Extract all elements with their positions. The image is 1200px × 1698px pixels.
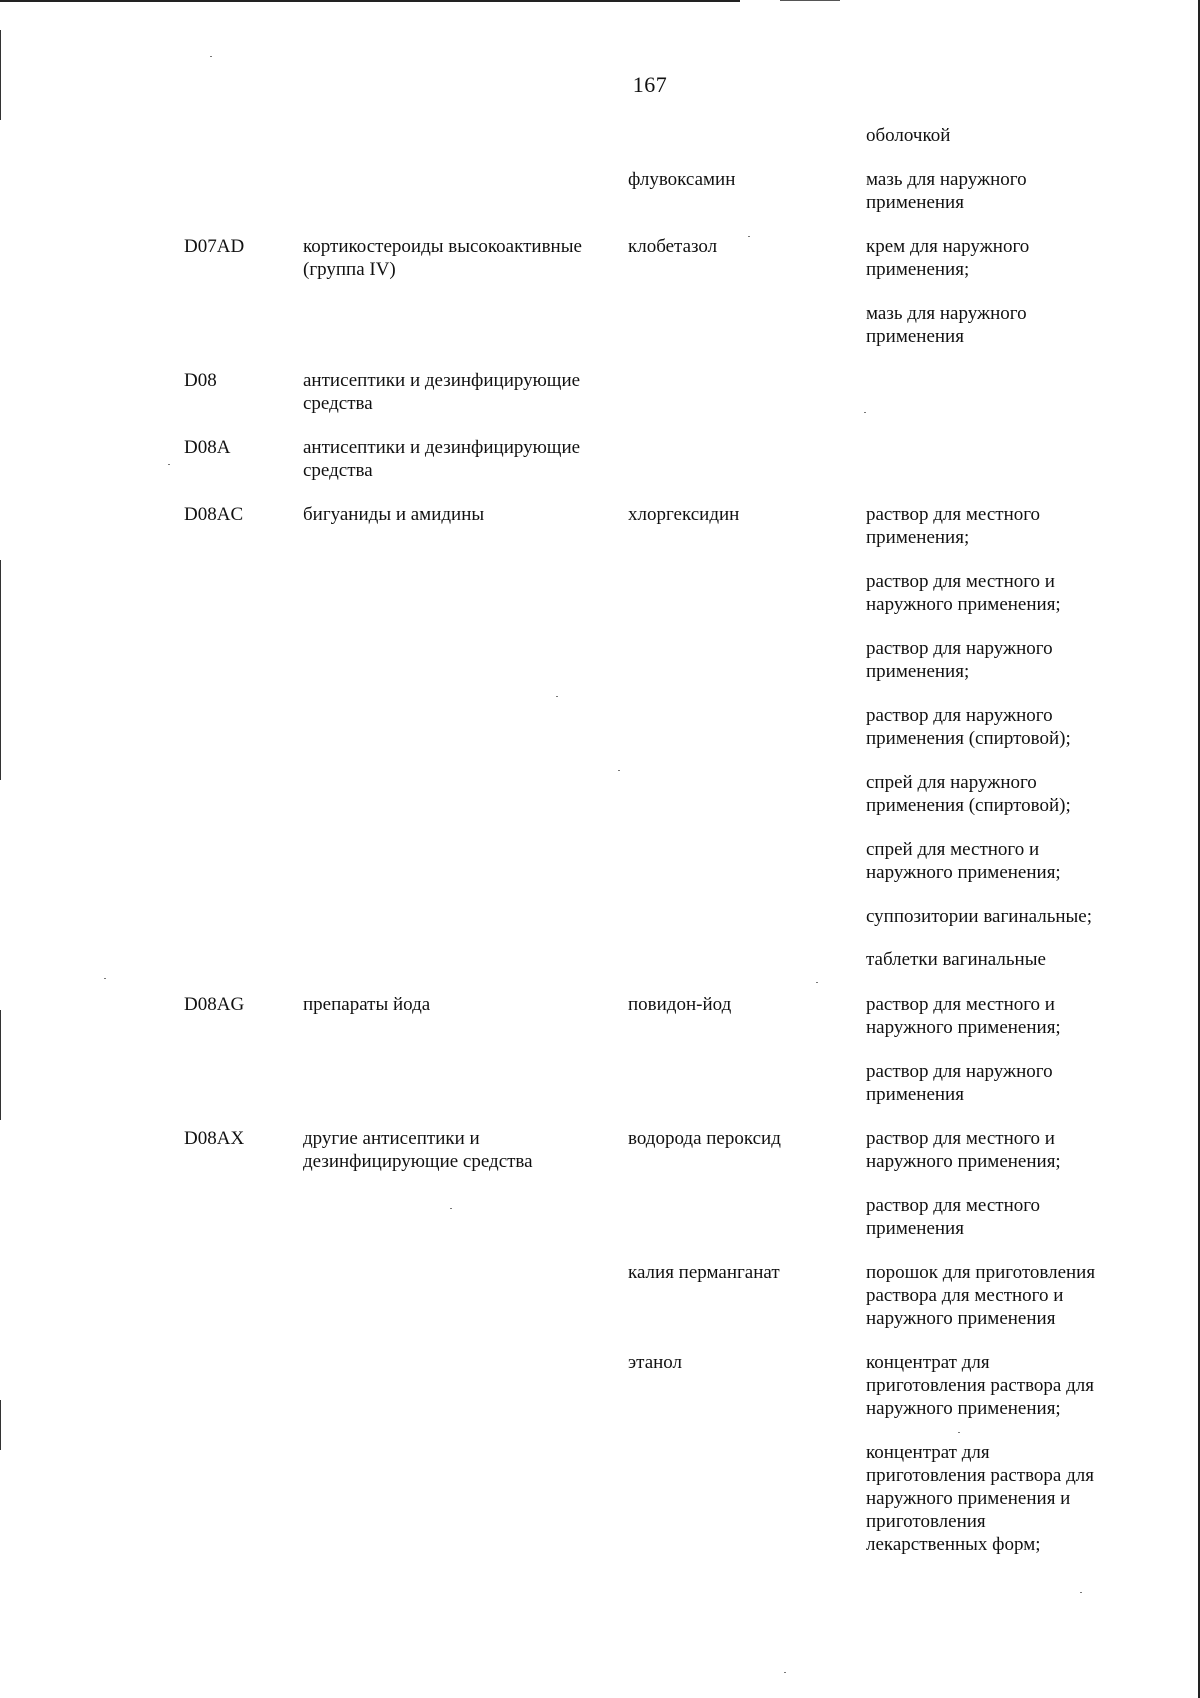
table-row	[0, 1261, 1200, 1351]
drug-name-cell: повидон-йод	[628, 994, 732, 1015]
table-row	[0, 124, 1200, 168]
atc-group-cell: бигуаниды и амидины	[303, 504, 485, 525]
drug-name-cell: калия перманганат	[628, 1262, 780, 1283]
scan-speck	[450, 1208, 452, 1209]
dosage-form-cell: мазь для наружного применения	[866, 303, 1027, 347]
atc-group-cell: антисептики и дезинфицирующие средства	[303, 370, 581, 414]
drug-name-cell: этанол	[628, 1352, 683, 1373]
atc-code-cell: D08AX	[184, 1128, 245, 1149]
dosage-form-cell: концентрат для приготовления раствора для наружного применения;	[866, 1352, 1094, 1419]
atc-group-cell: другие антисептики и дезинфицирующие средства	[303, 1128, 533, 1172]
table-row	[0, 436, 1200, 503]
atc-code-cell: D08A	[184, 437, 231, 458]
table-row	[0, 1194, 1200, 1261]
drug-name-cell: водорода пероксид	[628, 1128, 781, 1149]
table-row	[0, 1127, 1200, 1194]
dosage-form-cell: раствор для наружного применения	[866, 1061, 1053, 1105]
dosage-form-cell: оболочкой	[866, 125, 951, 146]
table-row	[0, 948, 1200, 993]
table-row	[0, 905, 1200, 948]
atc-group-cell: препараты йода	[303, 994, 431, 1015]
dosage-form-cell: раствор для местного и наружного применения;	[866, 1128, 1061, 1172]
table-row	[0, 369, 1200, 436]
dosage-form-cell: суппозитории вагинальные;	[866, 906, 1093, 927]
table-row	[0, 637, 1200, 704]
table-row	[0, 1441, 1200, 1561]
dosage-form-cell: раствор для местного применения	[866, 1195, 1041, 1239]
atc-code-cell: D08AC	[184, 504, 244, 525]
top-border-fragment	[780, 0, 840, 1]
table-row	[0, 235, 1200, 302]
table-row	[0, 168, 1200, 235]
scan-speck	[784, 1672, 786, 1673]
dosage-form-cell: порошок для приготовления раствора для местного и наружного применения	[866, 1262, 1096, 1329]
table-row	[0, 704, 1200, 771]
scan-speck	[618, 770, 620, 771]
atc-group-cell: антисептики и дезинфицирующие средства	[303, 437, 581, 481]
dosage-form-cell: раствор для местного применения;	[866, 504, 1041, 548]
scan-speck	[210, 56, 212, 57]
drug-name-cell: клобетазол	[628, 236, 718, 257]
dosage-form-cell: мазь для наружного применения	[866, 169, 1027, 213]
dosage-form-cell: спрей для местного и наружного применения;	[866, 839, 1061, 883]
atc-code-cell: D08AG	[184, 994, 245, 1015]
scan-speck	[168, 464, 170, 465]
table-row	[0, 838, 1200, 905]
atc-group-cell: кортикостероиды высокоактивные (группа IV)	[303, 236, 582, 280]
scan-speck	[864, 412, 866, 413]
atc-code-cell: D08	[184, 370, 217, 391]
dosage-form-cell: раствор для местного и наружного применения;	[866, 571, 1061, 615]
top-border-line	[0, 0, 740, 2]
dosage-form-cell: раствор для наружного применения (спиртовой);	[866, 705, 1071, 749]
scan-speck	[556, 696, 558, 697]
dosage-form-cell: раствор для наружного применения;	[866, 638, 1053, 682]
page-number: 167	[632, 72, 668, 97]
table-row	[0, 302, 1200, 369]
dosage-form-cell: таблетки вагинальные	[866, 949, 1046, 970]
scan-speck	[816, 982, 818, 983]
drug-name-cell: хлоргексидин	[628, 504, 740, 525]
table-row	[0, 1060, 1200, 1127]
table-row	[0, 1351, 1200, 1441]
scan-speck	[958, 1432, 960, 1433]
drug-name-cell: флувоксамин	[628, 169, 736, 190]
table-row	[0, 771, 1200, 838]
table-row	[0, 570, 1200, 637]
scan-speck	[1080, 1592, 1082, 1593]
atc-code-cell: D07AD	[184, 236, 245, 257]
dosage-form-cell: спрей для наружного применения (спиртовой);	[866, 772, 1071, 816]
dosage-form-cell: концентрат для приготовления раствора для наружного применения и приготовления лекарственных форм;	[866, 1442, 1094, 1555]
dosage-form-cell: крем для наружного применения;	[866, 236, 1030, 280]
scan-speck	[748, 236, 750, 237]
table-row	[0, 503, 1200, 570]
drug-table	[0, 124, 1200, 1561]
table-row	[0, 993, 1200, 1060]
dosage-form-cell: раствор для местного и наружного применения;	[866, 994, 1061, 1038]
scan-speck	[104, 978, 106, 979]
